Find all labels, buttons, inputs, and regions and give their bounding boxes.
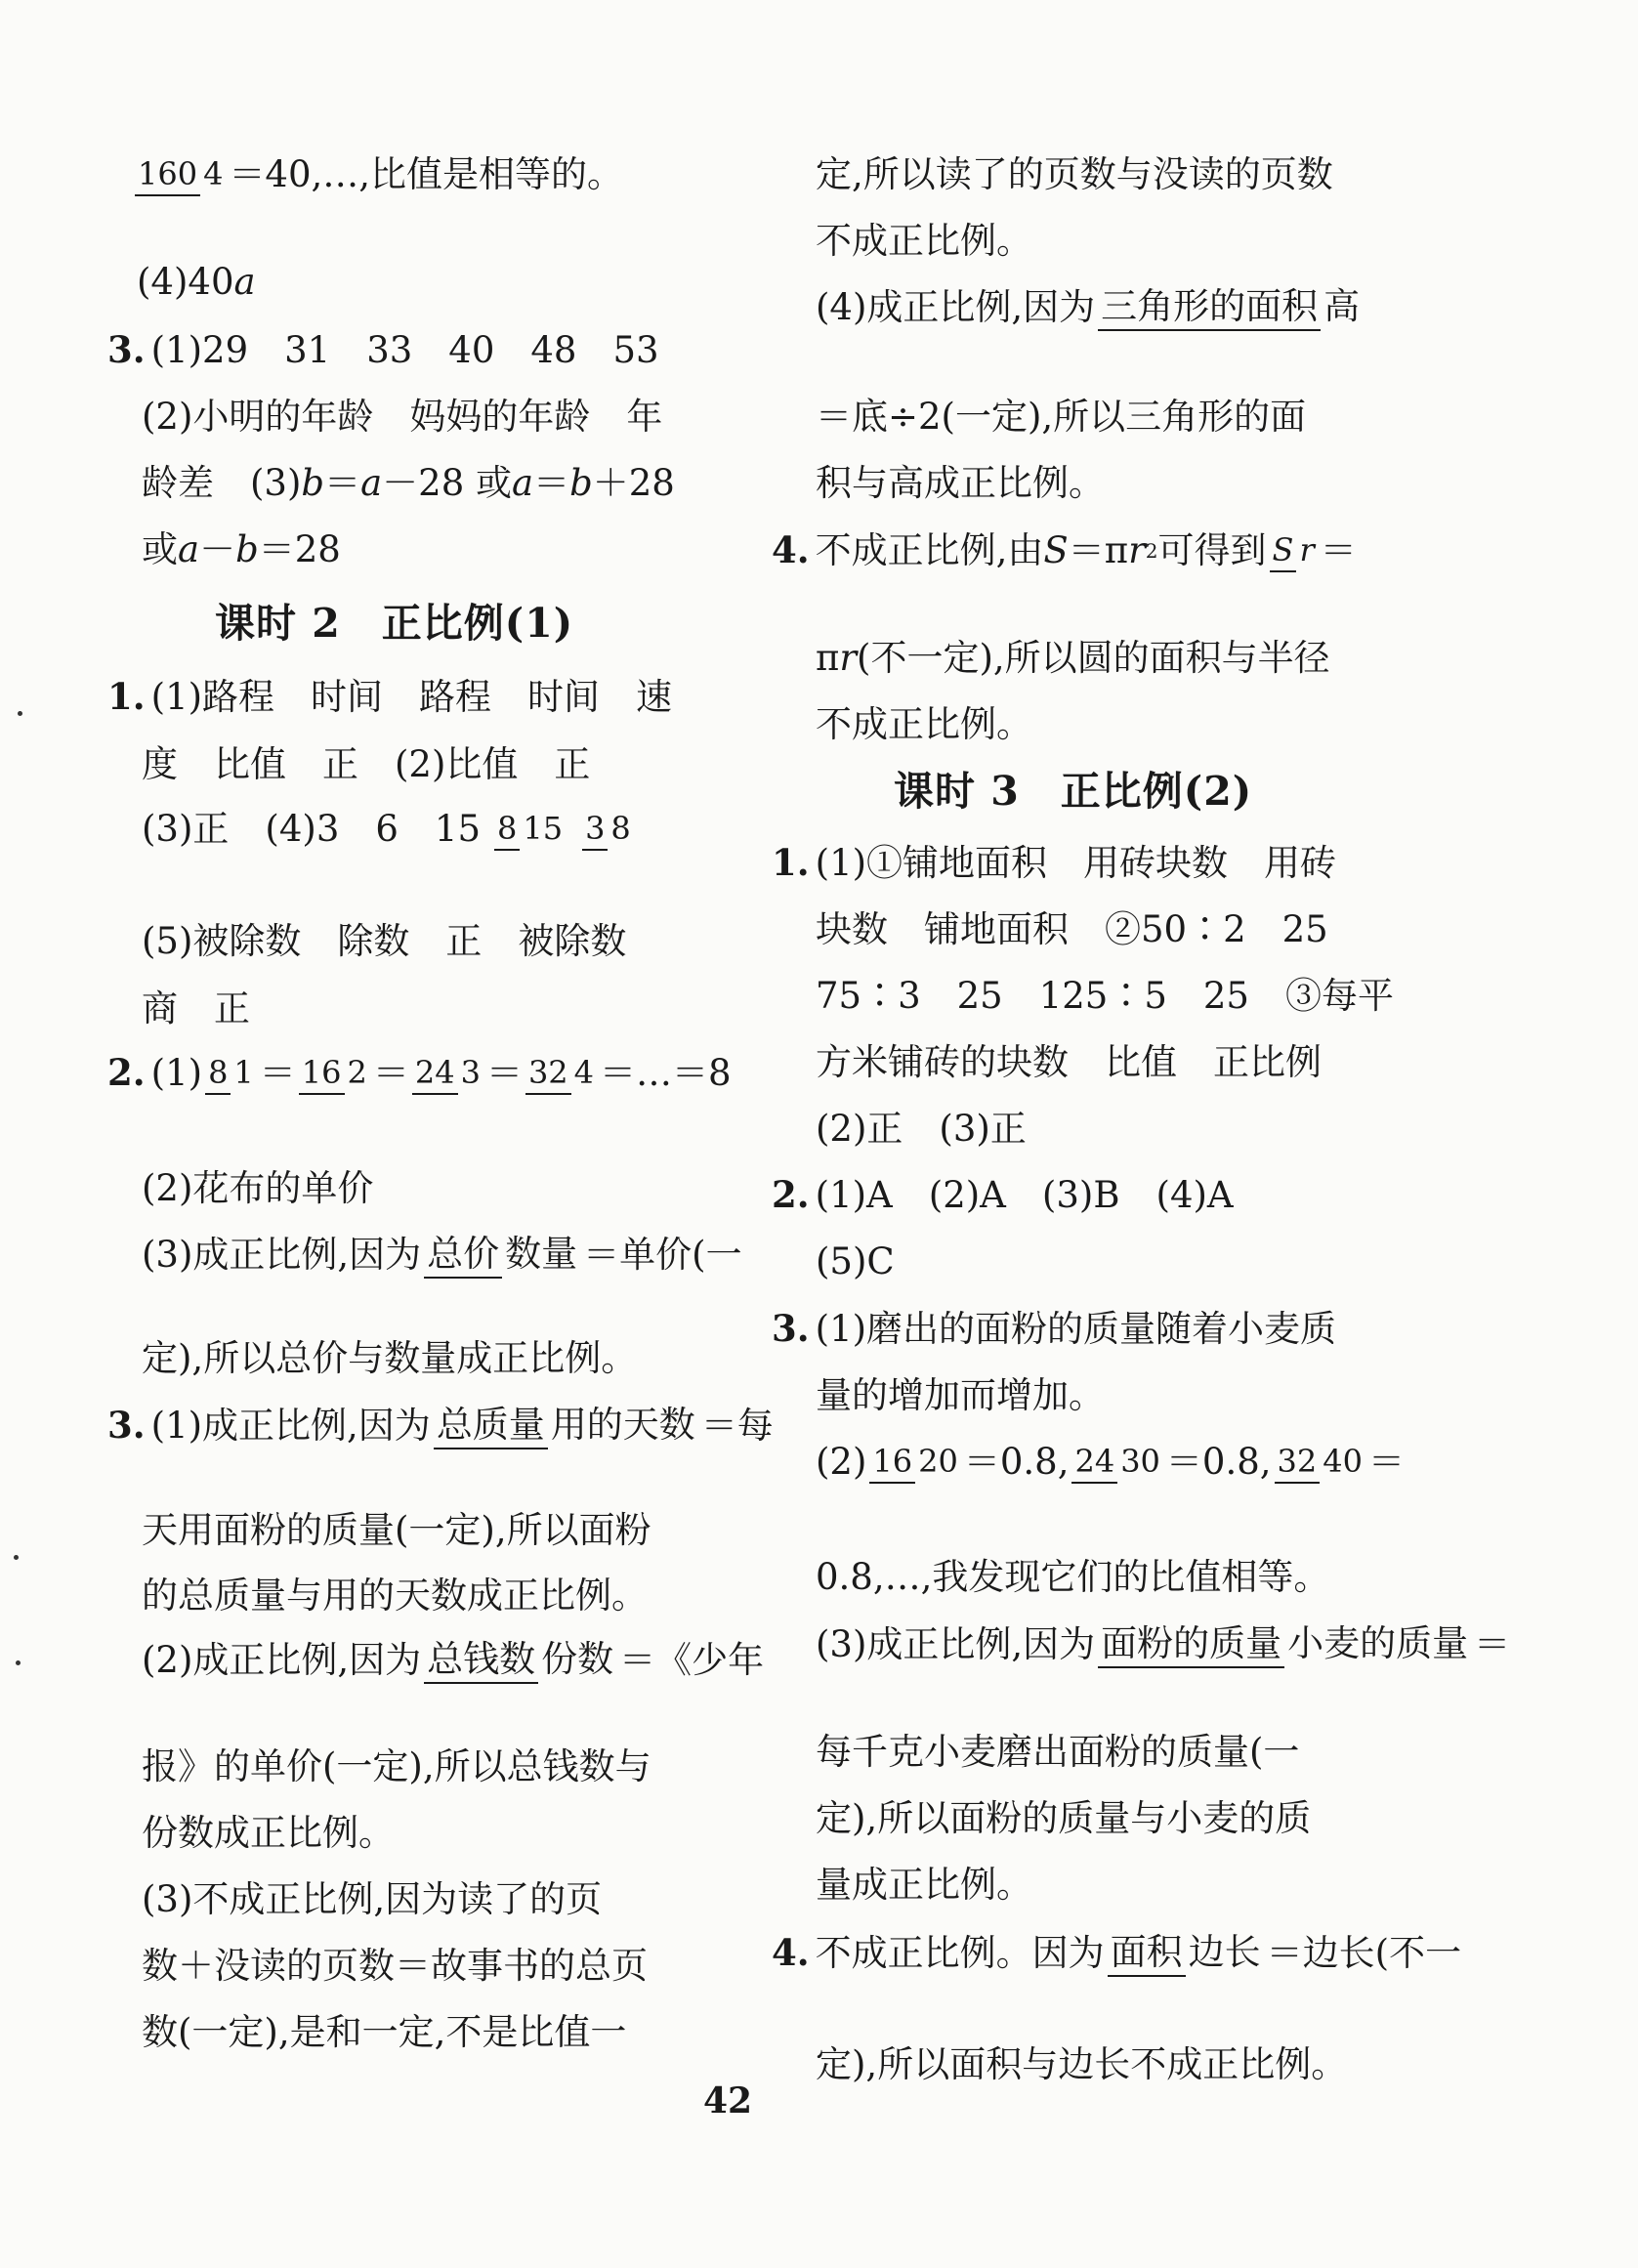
fraction: 16 2: [299, 1057, 370, 1090]
question-3: 3. (1)29 31 33 40 48 53: [107, 328, 659, 371]
line: 块数 铺地面积 ②50∶2 25: [816, 908, 1328, 950]
fraction: 三角形的面积 高: [1098, 288, 1363, 326]
question-1b: 1. (1)①铺地面积 用砖块数 用砖: [772, 841, 1337, 884]
line: 量的增加而增加。: [816, 1374, 1105, 1416]
line: (2)花布的单价: [142, 1167, 374, 1209]
line: 的总质量与用的天数成正比例。: [142, 1575, 648, 1617]
line: 方米铺砖的块数 比值 正比例: [816, 1041, 1322, 1083]
line: 度 比值 正 (2)比值 正: [142, 743, 591, 785]
line: 份数成正比例。: [142, 1812, 395, 1854]
fraction: 总钱数 份数: [424, 1641, 616, 1679]
line: ＝底÷2(一定),所以三角形的面: [816, 396, 1307, 438]
line: 天用面粉的质量(一定),所以面粉: [142, 1509, 651, 1551]
question-1: 1. (1)路程 时间 路程 时间 速: [107, 675, 673, 718]
line: (3)成正比例,因为 面粉的质量 小麦的质量 ＝: [816, 1625, 1510, 1663]
line: (4)40 a: [137, 261, 256, 303]
line: 定),所以面积与边长不成正比例。: [816, 2043, 1348, 2085]
line: (2)成正比例,因为 总钱数 份数 ＝《少年: [142, 1641, 764, 1679]
line: 不成正比例。: [816, 703, 1032, 745]
section-heading-lesson-3: 课时 3 正比例(2): [894, 768, 1253, 815]
fraction: S r: [1270, 534, 1318, 567]
fraction: 8 15: [494, 813, 566, 846]
line: (3)不成正比例,因为读了的页: [142, 1878, 603, 1920]
question-4: 4. 不成正比例,由 S ＝π r 2 可得到 S r ＝: [772, 528, 1357, 571]
line: (2) 16 20 ＝0.8, 24 30 ＝0.8, 32 40 ＝: [816, 1441, 1405, 1483]
question-3b: 3. (1)成正比例,因为 总质量 用的天数 ＝每: [107, 1407, 774, 1445]
line: 积与高成正比例。: [816, 462, 1105, 504]
section-heading-lesson-2: 课时 2 正比例(1): [215, 600, 574, 647]
fraction: 32 4: [525, 1057, 597, 1090]
line: 75∶3 25 125∶5 25 ③每平: [816, 975, 1394, 1017]
fraction: 总质量 用的天数: [434, 1407, 698, 1445]
scan-speck: [16, 1660, 21, 1665]
line: 定),所以总价与数量成正比例。: [142, 1337, 638, 1379]
line: (5)被除数 除数 正 被除数: [142, 920, 627, 962]
line: 定),所以面粉的质量与小麦的质: [816, 1797, 1312, 1839]
fraction: 16 20: [869, 1446, 960, 1479]
fraction: 3 8: [582, 813, 634, 846]
line: (3)正 (4)3 6 15 8 15 3 8: [142, 811, 637, 847]
line: 数(一定),是和一定,不是比值一: [142, 2011, 627, 2053]
page-number: 42: [703, 2080, 753, 2121]
question-3c: 3. (1)磨出的面粉的质量随着小麦质: [772, 1307, 1337, 1350]
line: 龄差 (3) b ＝ a －28 或 a ＝ b ＋28: [142, 462, 675, 504]
fraction: 面积 边长: [1108, 1934, 1264, 1972]
line: (2)正 (3)正: [816, 1108, 1027, 1150]
line: 或 a － b ＝28: [142, 528, 341, 570]
line: 不成正比例。: [816, 220, 1032, 262]
fraction: 160 4: [135, 158, 226, 191]
line: 160 4 ＝40,…,比值是相等的。: [132, 156, 623, 192]
line: (3)成正比例,因为 总价 数量 ＝单价(一: [142, 1236, 742, 1274]
fraction: 24 3: [412, 1057, 483, 1090]
question-4b: 4. 不成正比例。因为 面积 边长 ＝边长(不一: [772, 1934, 1461, 1972]
line: (4)成正比例,因为 三角形的面积 高: [816, 288, 1365, 326]
fraction: 总价 数量: [424, 1236, 580, 1274]
line: 商 正: [142, 987, 250, 1029]
question-2: 2. (1) 8 1 ＝ 16 2 ＝ 24 3 ＝ 32 4 ＝…＝8: [107, 1051, 732, 1094]
fraction: 32 40: [1275, 1446, 1365, 1479]
line: π r (不一定),所以圆的面积与半径: [816, 637, 1330, 679]
line: (2)小明的年龄 妈妈的年龄 年: [142, 396, 663, 438]
fraction: 24 30: [1071, 1446, 1162, 1479]
line: 报》的单价(一定),所以总钱数与: [142, 1745, 651, 1787]
question-2b: 2. (1)A (2)A (3)B (4)A: [772, 1173, 1234, 1216]
line: 0.8,…,我发现它们的比值相等。: [816, 1556, 1330, 1598]
line: (5)C: [816, 1240, 895, 1282]
line: 量成正比例。: [816, 1864, 1032, 1906]
scan-speck: [14, 1555, 19, 1560]
line: 每千克小麦磨出面粉的质量(一: [816, 1731, 1300, 1773]
fraction: 面粉的质量 小麦的质量: [1098, 1625, 1471, 1663]
line: 定,所以读了的页数与没读的页数: [816, 153, 1333, 195]
line: 数＋没读的页数＝故事书的总页: [142, 1945, 648, 1987]
scan-speck: [18, 711, 22, 716]
fraction: 8 1: [205, 1057, 257, 1090]
